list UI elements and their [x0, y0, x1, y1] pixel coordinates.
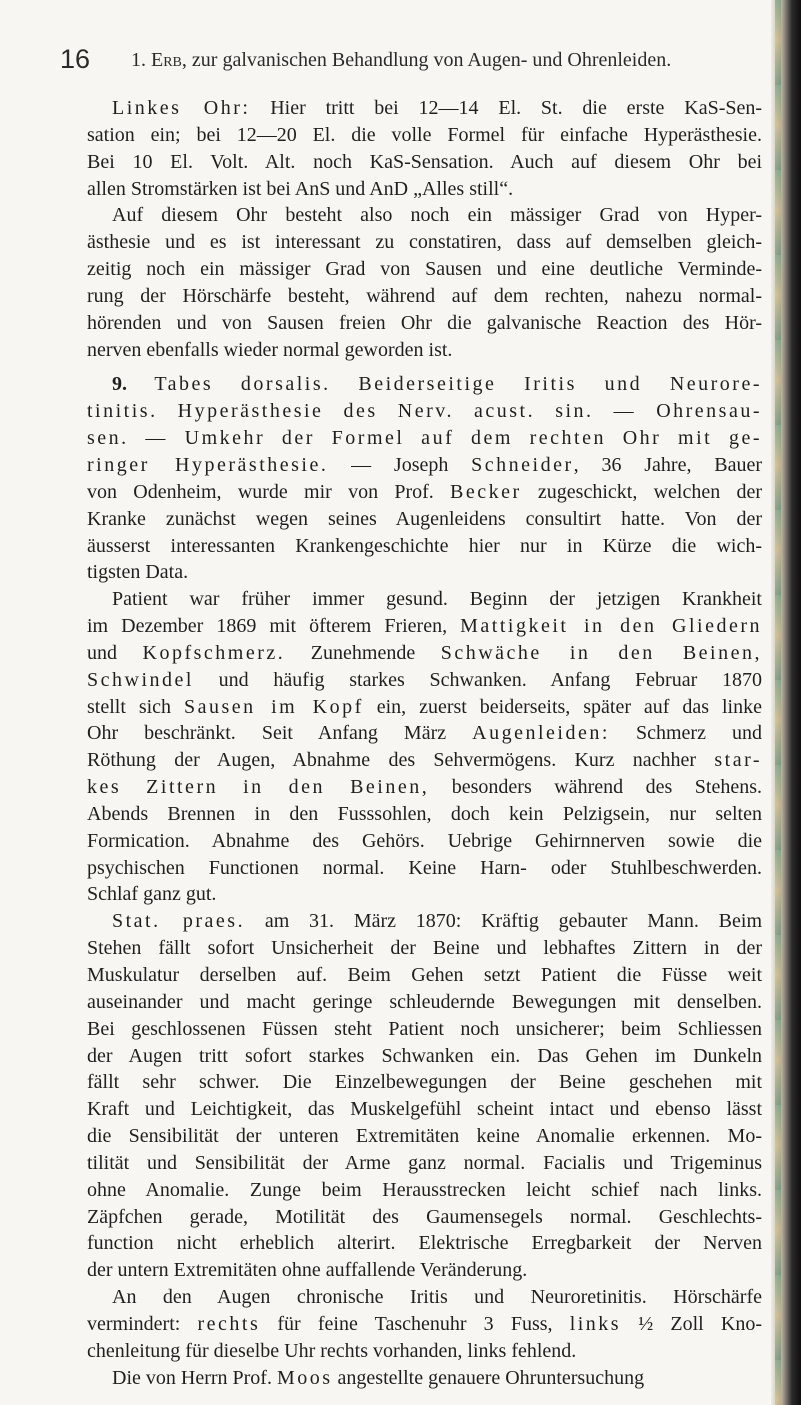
text-line — [87, 747, 762, 774]
text-segment: der Augen tritt sofort starkes Schwanken ein. Das Gehen im Dunkeln — [87, 1044, 762, 1067]
text-segment: ästhesie und es ist interessant zu constatiren, dass auf demselben gleich- — [87, 231, 762, 254]
text-line — [87, 122, 762, 149]
text-line — [87, 989, 762, 1016]
text-line — [87, 1204, 762, 1231]
text-segment: auseinander und macht geringe schleudernde Bewegungen mit denselben. — [87, 990, 762, 1013]
text-segment: tilität und Sensibilität der Arme ganz normal. Facialis und Trigeminus — [87, 1151, 762, 1174]
text-line — [87, 1123, 762, 1150]
text-line — [87, 613, 762, 640]
text-line — [87, 559, 762, 586]
text-line — [87, 1257, 762, 1284]
book-page-edge — [771, 0, 801, 1405]
text-segment: Zäpfchen gerade, Motilität des Gaumensegels normal. Geschlechts- — [87, 1205, 762, 1228]
spaced-text-segment: star- — [714, 749, 762, 772]
text-segment: stellt sich — [87, 695, 184, 718]
text-segment: im Dezember 1869 mit öfterem Frieren, — [87, 615, 461, 638]
spaced-text-segment: Tabes dorsalis. Beiderseitige Iritis und Neurore- — [127, 373, 762, 396]
text-segment: — Joseph — [328, 453, 472, 476]
text-line — [87, 720, 762, 747]
spaced-text-segment: Becker — [450, 480, 522, 503]
text-segment: Schlaf ganz gut. — [87, 883, 217, 906]
text-segment: zeitig noch ein mässiger Grad von Sausen und eine deutliche Verminde- — [87, 258, 762, 281]
text-line — [87, 479, 762, 506]
text-line — [87, 801, 762, 828]
text-segment: Muskulatur derselben auf. Beim Gehen setzt Patient die Füsse weit — [87, 964, 762, 986]
text-line — [87, 1150, 762, 1177]
text-line — [87, 1311, 762, 1338]
running-head — [131, 49, 671, 72]
text-segment: ein, zuerst beiderseits, später auf das linke — [363, 695, 762, 718]
text-line — [87, 506, 762, 533]
text-segment: Die von Herrn Prof. — [112, 1366, 277, 1389]
text-segment: der untern Extremitäten ohne auffallende Veränderung. — [87, 1259, 528, 1282]
text-line — [87, 256, 762, 283]
text-line — [87, 1284, 762, 1311]
text-segment: sation ein; bei 12—20 El. die volle Formel für einfache Hyperästhesie. — [87, 123, 762, 146]
text-segment: function nicht erheblich alterirt. Elektrische Erregbarkeit der Nerven — [87, 1232, 762, 1255]
text-line — [87, 962, 762, 989]
text-line — [87, 667, 762, 694]
spaced-text-segment: Schwäche in den Beinen, — [440, 641, 762, 664]
text-segment: , 36 Jahre, Bauer — [573, 453, 762, 476]
spaced-text-segment: sen. — Umkehr der Formel auf dem rechten Ohr mit ge- — [87, 427, 762, 450]
text-segment: Stehen fällt sofort Unsicherheit der Beine und lebhaftes Zittern in der — [87, 937, 762, 960]
text-segment: von Odenheim, wurde mir von Prof. — [87, 480, 451, 503]
text-line — [87, 310, 762, 337]
text-segment: Bei 10 El. Volt. Alt. noch KaS-Sensation. Auch auf diesem Ohr bei — [87, 150, 762, 173]
text-line — [87, 1069, 762, 1096]
text-line — [87, 586, 762, 613]
text-segment: An den Augen chronische Iritis und Neuroretinitis. Hörschärfe — [112, 1286, 762, 1309]
text-line — [87, 1365, 762, 1392]
spaced-text-segment: Stat. praes. — [112, 910, 246, 933]
text-segment: und — [87, 641, 143, 664]
text-segment: Patient war früher immer gesund. Beginn der jetzigen Krankheit — [112, 588, 762, 611]
text-segment: chenleitung für dieselbe Uhr rechts vorhanden, links fehlend. — [87, 1339, 577, 1362]
text-segment: Kraft und Leichtigkeit, das Muskelgefühl scheint intact und ebenso lässt — [87, 1098, 762, 1121]
page-number: 16 — [60, 44, 91, 74]
text-segment: äusserst interessanten Krankengeschichte hier nur in Kürze die wich- — [87, 534, 762, 557]
text-segment: allen Stromstärken ist bei AnS und AnD „Alles still“. — [87, 177, 514, 200]
running-head-title: , zur galvanischen Behandlung von Augen- und Ohrenleiden. — [181, 49, 672, 71]
text-line — [87, 855, 762, 882]
text-segment: tigsten Data. — [87, 561, 189, 584]
text-line — [87, 694, 762, 721]
text-segment: Formication. Abnahme des Gehörs. Uebrige Gehirnnerven sowie die — [87, 829, 762, 852]
spaced-text-segment: Schwindel — [87, 668, 194, 691]
spaced-text-segment: ringer Hyperästhesie. — [87, 453, 329, 476]
text-line — [87, 1230, 762, 1257]
text-segment: vermindert: — [87, 1312, 198, 1335]
text-line — [87, 176, 762, 203]
text-segment: am 31. März 1870: Kräftig gebauter Mann. Beim — [245, 910, 762, 933]
text-segment: für feine Taschenuhr 3 Fuss, — [260, 1312, 570, 1335]
text-segment: zugeschickt, welchen der — [521, 480, 762, 503]
text-line — [87, 371, 762, 398]
text-line — [87, 908, 762, 935]
text-segment: Zunehmende — [285, 641, 441, 664]
text-line — [87, 1096, 762, 1123]
text-line — [87, 425, 762, 452]
text-line — [87, 774, 762, 801]
text-line — [87, 1177, 762, 1204]
spaced-text-segment: kes Zittern in den Beinen, — [87, 776, 430, 799]
spaced-text-segment: Schneider — [471, 453, 574, 476]
spaced-text-segment: links — [569, 1312, 622, 1335]
text-segment: Abends Brennen in den Fusssohlen, doch kein Pelzigsein, nur selten — [87, 802, 762, 825]
text-line — [87, 935, 762, 962]
text-segment: hörenden und von Sausen freien Ohr die galvanische Reaction des Hör- — [87, 311, 762, 334]
spaced-text-segment: Augenleiden: — [472, 722, 610, 745]
text-line — [87, 640, 762, 667]
spaced-text-segment: rechts — [197, 1312, 261, 1335]
text-line — [87, 1016, 762, 1043]
text-segment: psychischen Functionen normal. Keine Harn- oder Stuhlbeschwerden. — [87, 856, 762, 879]
text-line — [87, 202, 762, 229]
body-text — [87, 95, 762, 1392]
text-segment: fällt sehr schwer. Die Einzelbewegungen der Beine geschehen mit — [87, 1071, 762, 1094]
text-segment: ½ Zoll Kno- — [621, 1312, 762, 1335]
text-line — [87, 452, 762, 479]
text-line — [87, 229, 762, 256]
text-segment: Hier tritt bei 12—14 El. St. die erste KaS-Sen- — [250, 97, 763, 119]
text-segment: Röthung der Augen, Abnahme des Sehvermögens. Kurz nachher — [87, 749, 715, 772]
text-segment: besonders während des Stehens. — [429, 776, 763, 799]
spaced-text-segment: Linkes Ohr: — [112, 97, 251, 119]
text-segment: die Sensibilität der unteren Extremitäten keine Anomalie erkennen. Mo- — [87, 1125, 762, 1148]
text-segment: angestellte genauere Ohruntersuchung — [332, 1366, 645, 1389]
text-line — [87, 533, 762, 560]
spaced-text-segment: Mattigkeit in den Gliedern — [460, 615, 762, 638]
running-head-prefix: 1. — [131, 49, 151, 71]
text-segment: ohne Anomalie. Zunge beim Herausstrecken leicht schief nach links. — [87, 1178, 762, 1201]
spaced-text-segment: Kopfschmerz. — [142, 641, 286, 664]
text-line — [87, 1338, 762, 1365]
text-segment: Kranke zunächst wegen seines Augenleidens consultirt hatte. Von der — [87, 507, 762, 530]
text-segment: rung der Hörschärfe besteht, während auf dem rechten, nahezu normal- — [87, 284, 762, 307]
text-line — [87, 398, 762, 425]
text-line — [87, 337, 762, 364]
text-segment: Auf diesem Ohr besteht also noch ein mässiger Grad von Hyper- — [112, 204, 762, 227]
text-segment: nerven ebenfalls wieder normal geworden ist. — [87, 338, 453, 361]
running-head-author: Erb — [151, 49, 182, 71]
text-segment: Schmerz und — [609, 722, 762, 745]
text-line — [87, 283, 762, 310]
text-segment: Ohr beschränkt. Seit Anfang März — [87, 722, 473, 745]
text-segment: und häufig starkes Schwanken. Anfang Februar 1870 — [193, 668, 762, 691]
text-line — [87, 1043, 762, 1070]
text-line — [87, 149, 762, 176]
text-line — [87, 95, 762, 122]
page-header — [60, 44, 760, 84]
text-line — [87, 828, 762, 855]
spaced-text-segment: Moos — [276, 1366, 333, 1389]
text-segment: Bei geschlossenen Füssen steht Patient noch unsicherer; beim Schliessen — [87, 1017, 762, 1040]
text-line — [87, 881, 762, 908]
spaced-text-segment: tinitis. Hyperästhesie des Nerv. acust. sin. — Ohrensau- — [87, 400, 762, 423]
case-number: 9. — [112, 373, 127, 396]
spaced-text-segment: Sausen im Kopf — [183, 695, 364, 718]
